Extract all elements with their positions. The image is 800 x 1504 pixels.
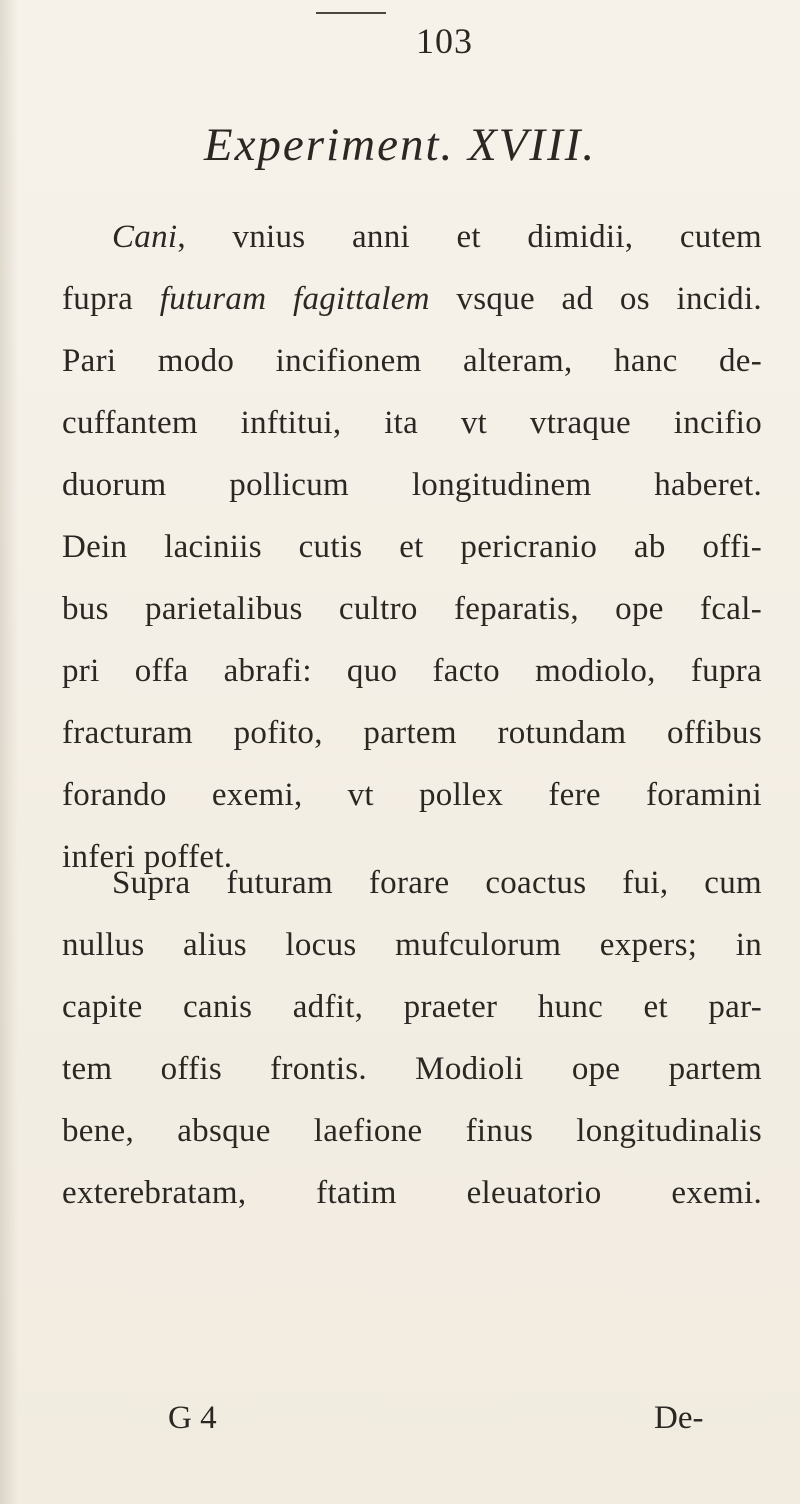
text-line	[62, 330, 762, 392]
text-run: vsque ad os incidi.	[429, 281, 762, 317]
text-run: forando exemi, vt pollex fere foramini	[62, 777, 762, 813]
page-number: 103	[416, 21, 473, 61]
text-line	[62, 702, 762, 764]
text-run: Supra futuram forare coactus fui, cum	[112, 865, 762, 901]
text-run: Pari modo incifionem alteram, hanc de-	[62, 343, 762, 379]
text-run: cuffantem inftitui, ita vt vtraque incifio	[62, 405, 762, 441]
text-run: tem offis frontis. Modioli ope partem	[62, 1051, 762, 1087]
text-run: bene, absque laefione finus longitudinalis	[62, 1113, 762, 1149]
text-run: exterebratam, ftatim eleuatorio exemi.	[62, 1175, 762, 1211]
paragraph-2	[62, 852, 762, 1224]
text-run: duorum pollicum longitudinem haberet.	[62, 467, 762, 503]
binding-shadow	[0, 0, 18, 1504]
text-line	[62, 764, 762, 826]
italic-run: Cani	[112, 219, 178, 255]
header-rule	[316, 12, 386, 14]
text-run: capite canis adfit, praeter hunc et par-	[62, 989, 762, 1025]
text-line	[62, 578, 762, 640]
text-line	[62, 914, 762, 976]
catchword: De-	[654, 1400, 704, 1436]
text-line	[62, 268, 762, 330]
text-line	[62, 516, 762, 578]
text-line	[62, 640, 762, 702]
text-run: nullus alius locus mufculorum expers; in	[62, 927, 762, 963]
signature-mark: G 4	[168, 1400, 217, 1436]
text-line	[62, 454, 762, 516]
text-run: fracturam pofito, partem rotundam offibus	[62, 715, 762, 751]
text-run: Dein laciniis cutis et pericranio ab offi-	[62, 529, 762, 565]
text-line	[62, 1038, 762, 1100]
text-line	[62, 206, 762, 268]
text-run: pri offa abrafi: quo facto modiolo, fupra	[62, 653, 762, 689]
text-line	[62, 1100, 762, 1162]
text-run: bus parietalibus cultro feparatis, ope fcal-	[62, 591, 762, 627]
text-line	[62, 852, 762, 914]
paragraph-1	[62, 206, 762, 888]
text-line	[62, 1162, 762, 1224]
text-line	[62, 976, 762, 1038]
text-run: inferi poffet.	[62, 839, 233, 875]
text-run: , vnius anni et dimidii, cutem	[177, 219, 762, 255]
experiment-title: Experiment. XVIII.	[203, 119, 597, 171]
text-run: fupra	[62, 281, 160, 317]
text-line	[62, 392, 762, 454]
italic-run: futuram fagittalem	[159, 281, 430, 317]
